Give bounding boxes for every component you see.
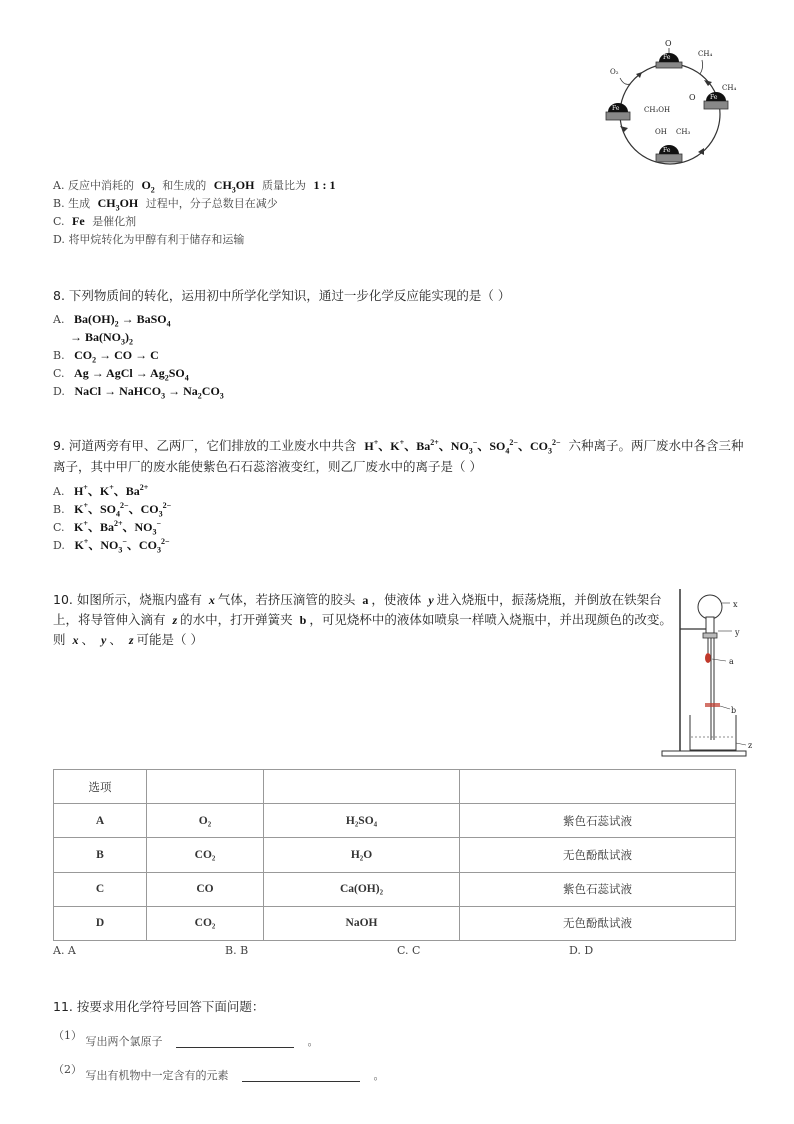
table-cell: CO (147, 872, 264, 906)
svg-text:z: z (748, 741, 753, 750)
q8-option-d[interactable]: D. NaCl → NaHCO$_3$ → $Na_2CO_3$ (53, 384, 224, 401)
table-cell: C (54, 872, 147, 906)
q10-answer-d[interactable]: D. D (569, 944, 594, 957)
fe-bottom-node (656, 145, 682, 162)
q10-answer-a[interactable]: A. A (53, 944, 76, 957)
table-cell: CO₂ (147, 906, 264, 940)
q10-options-table (53, 769, 736, 941)
table-cell: B (54, 838, 147, 872)
table-cell: CO₂ (147, 838, 264, 872)
q7-option-b[interactable]: B. 生成 $CH_3OH$ 过程中，分子总数目在减少 (53, 196, 278, 213)
q10-answer-c[interactable]: C. C (397, 944, 421, 957)
svg-text:O₂: O₂ (610, 68, 619, 76)
q9-option-d[interactable]: D. K+、$NO_3^-$、$CO_3^{2-}$ (53, 537, 170, 555)
q7-option-c[interactable]: C. Fe 是催化剂 (53, 214, 137, 228)
svg-text:x: x (733, 600, 738, 609)
fe-top-node (656, 39, 682, 68)
table-header-cell (460, 770, 736, 804)
q9-option-a[interactable]: A. H+、K+、$Ba^{2+}$ (53, 483, 149, 498)
table-row (54, 906, 736, 940)
answer-blank-2[interactable] (242, 1071, 360, 1082)
svg-text:Fe: Fe (612, 105, 620, 112)
q9-option-b[interactable]: B. K+、$SO_4^{2-}$、$CO_3^{2-}$ (53, 501, 172, 519)
fe-left-node (606, 103, 630, 120)
table-cell: A (54, 804, 147, 838)
q11-part-1: （1） 写出两个氯原子 。 (53, 1029, 319, 1048)
table-header-cell: 选项 (54, 770, 147, 804)
q8-stem: 8. 下列物质间的转化，运用初中所学化学知识，通过一步化学反应能实现的是（ ） (53, 288, 511, 303)
svg-text:CH₃OH: CH₃OH (644, 106, 671, 114)
q8-option-a[interactable]: A. $Ba(OH)_2$ → BaSO$_4$ (53, 312, 171, 329)
q9-stem-line2: 离子，其中甲厂的废水能使紫色石石蕊溶液变红，则乙厂废水中的离子是（ ） (53, 459, 482, 474)
svg-text:a: a (729, 657, 734, 666)
svg-text:CH₃: CH₃ (676, 128, 691, 136)
q10-stem-line1: 10. 如图所示，烧瓶内盛有 x 气体，若挤压滴管的胶头 a ，使液体 y 进入烧瓶中，振荡烧瓶，并倒放在铁架台 (53, 592, 662, 607)
svg-text:CH₄: CH₄ (698, 50, 713, 58)
table-header-row (54, 770, 736, 804)
q11-stem: 11. 按要求用化学符号回答下面问题： (53, 999, 265, 1014)
svg-text:OH: OH (655, 128, 667, 136)
q10-stem-line3: 则 x 、 y 、 z 可能是（ ） (53, 632, 203, 647)
table-cell: NaOH (264, 906, 460, 940)
svg-text:Fe: Fe (710, 94, 718, 101)
catalytic-cycle-figure (600, 34, 750, 170)
svg-text:b: b (731, 706, 737, 715)
q8-option-a-cont: → $Ba(NO_3)_2$ (70, 330, 133, 347)
svg-text:O: O (665, 39, 672, 48)
q8-option-c[interactable]: C. Ag → AgCl → $Ag_2SO_4$ (53, 366, 189, 383)
q11-part-2: （2） 写出有机物中一定含有的元素 。 (53, 1063, 385, 1082)
table-cell: Ca(OH)₂ (264, 872, 460, 906)
answer-blank-1[interactable] (176, 1037, 294, 1048)
table-cell: 紫色石蕊试液 (460, 804, 736, 838)
svg-text:CH₄: CH₄ (722, 84, 737, 92)
table-cell: O₂ (147, 804, 264, 838)
svg-text:Fe: Fe (663, 54, 671, 61)
table-row (54, 838, 736, 872)
table-cell: H₂O (264, 838, 460, 872)
q9-stem-line1: 9. 河道两旁有甲、乙两厂，它们排放的工业废水中共含 H+、K+、$Ba^{2+}$、$NO_3^-$、$SO_4^{2-}$、$CO_3^{2-}$ 六种离子。两厂废水中各含三种 (53, 438, 744, 456)
fe-right-node (704, 92, 728, 109)
q10-stem-line2: 上，将导管伸入滴有 z 的水中，打开弹簧夹 b ，可见烧杯中的液体如喷泉一样喷入烧瓶中，并出现颜色的改变。 (53, 612, 672, 627)
table-header-cell (264, 770, 460, 804)
q7-option-d[interactable]: D. 将甲烷转化为甲醇有利于储存和运输 (53, 233, 245, 246)
q8-option-b[interactable]: B. $CO_2$ → CO → C (53, 348, 159, 365)
q10-answer-b[interactable]: B. B (225, 944, 249, 957)
svg-text:O: O (689, 93, 696, 102)
table-cell: 无色酚酞试液 (460, 906, 736, 940)
fountain-apparatus-figure (660, 585, 760, 761)
table-header-cell (147, 770, 264, 804)
table-cell: D (54, 906, 147, 940)
svg-text:y: y (735, 628, 740, 637)
table-cell: 紫色石蕊试液 (460, 872, 736, 906)
q9-option-c[interactable]: C. K+、$Ba^{2+}$、$NO_3^-$ (53, 519, 162, 537)
table-cell: H₂SO₄ (264, 804, 460, 838)
q7-option-a[interactable]: A. 反应中消耗的 $O_2$ 和生成的 $CH_3OH$ 质量比为 1 : 1 (53, 178, 336, 195)
table-row (54, 872, 736, 906)
table-cell: 无色酚酞试液 (460, 838, 736, 872)
table-row (54, 804, 736, 838)
svg-text:Fe: Fe (663, 147, 671, 154)
